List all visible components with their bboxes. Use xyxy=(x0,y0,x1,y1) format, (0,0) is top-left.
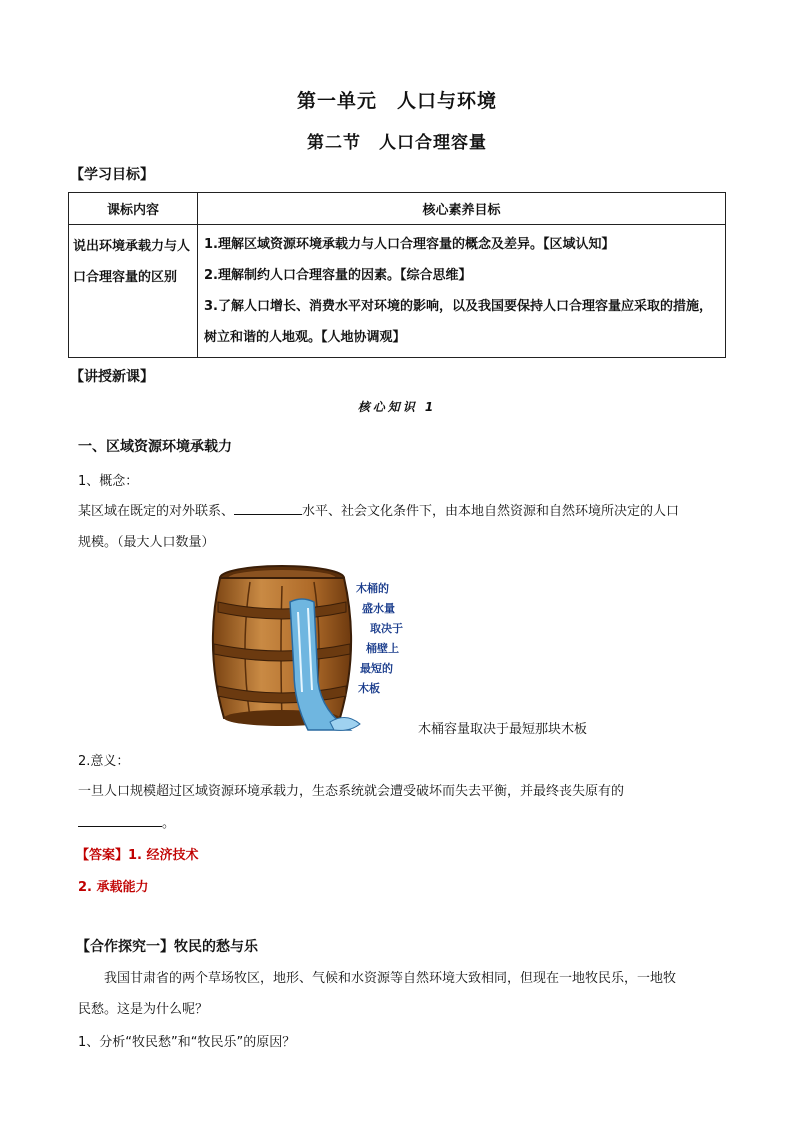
answer-label: 【答案】 xyxy=(76,848,129,863)
barrel-text-line: 木板 xyxy=(358,682,380,695)
concept-label: 1、概念： xyxy=(78,474,139,489)
concept-text-before: 某区域在既定的对外联系、 xyxy=(78,504,235,519)
barrel-illustration xyxy=(210,562,430,734)
barrel-image xyxy=(210,562,430,734)
meaning-line-2 xyxy=(78,812,175,831)
answer-item: 2. 承载能力 xyxy=(78,880,149,895)
goal-item: 1.理解区域资源环境承载力与人口合理容量的概念及差异。【区域认知】 xyxy=(204,237,615,252)
col-header-goals: 核心素养目标 xyxy=(198,193,726,225)
barrel-text-line: 盛水量 xyxy=(362,602,395,615)
goal-item: 3.了解人口增长、消费水平对环境的影响，以及我国要保持人口合理容量应采取的措施，树立和谐的人地观。【人地协调观】 xyxy=(204,299,712,345)
inquiry-paragraph-line-2: 民愁。这是为什么呢？ xyxy=(78,1002,209,1017)
goals-list xyxy=(198,225,726,358)
concept-line xyxy=(78,500,738,519)
answer-line-1 xyxy=(76,844,199,863)
objectives-table xyxy=(68,192,726,358)
inquiry-title: 牧民的愁与乐 xyxy=(174,939,258,955)
barrel-text-line: 取决于 xyxy=(370,622,403,635)
inquiry-paragraph-line-1: 我国甘肃省的两个草场牧区，地形、气候和水资源等自然环境大致相同，但现在一地牧民乐，一地牧 xyxy=(104,971,677,986)
meaning-line-1: 一旦人口规模超过区域资源环境承载力，生态系统就会遭受破坏而失去平衡，并最终丧失原有的 xyxy=(78,784,625,799)
knowledge-heading: 核心知识 1 xyxy=(357,400,437,414)
inquiry-label: 【合作探究一】 xyxy=(76,939,174,955)
concept-line-2: 规模。（最大人口数量） xyxy=(78,535,215,550)
lecture-heading: 【讲授新课】 xyxy=(70,369,154,385)
answer-item: 1. 经济技术 xyxy=(128,848,199,863)
standard-content: 说出环境承载力与人口合理容量的区别 xyxy=(69,225,198,358)
meaning-label: 2.意义： xyxy=(78,754,130,769)
barrel-text-line: 桶壁上 xyxy=(366,642,399,655)
meaning-end: 。 xyxy=(162,816,176,831)
unit-title: 第一单元 人口与环境 xyxy=(296,90,497,112)
barrel-text-line: 木桶的 xyxy=(356,582,389,595)
section-title: 第二节 人口合理容量 xyxy=(307,133,487,153)
goal-item: 2.理解制约人口合理容量的因素。【综合思维】 xyxy=(204,268,472,283)
inquiry-question-1: 1、分析“牧民愁”和“牧民乐”的原因？ xyxy=(78,1035,296,1050)
barrel-caption: 木桶容量取决于最短那块木板 xyxy=(418,722,588,737)
inquiry-heading xyxy=(76,936,258,956)
concept-text-after: 水平、社会文化条件下，由本地自然资源和自然环境所决定的人口 xyxy=(302,504,680,519)
col-header-standard: 课标内容 xyxy=(69,193,198,225)
fill-blank-2 xyxy=(78,812,162,827)
barrel-text-line: 最短的 xyxy=(360,662,393,675)
section-heading: 一、区域资源环境承载力 xyxy=(78,439,232,455)
objectives-heading: 【学习目标】 xyxy=(70,167,154,183)
fill-blank-1 xyxy=(234,500,302,515)
